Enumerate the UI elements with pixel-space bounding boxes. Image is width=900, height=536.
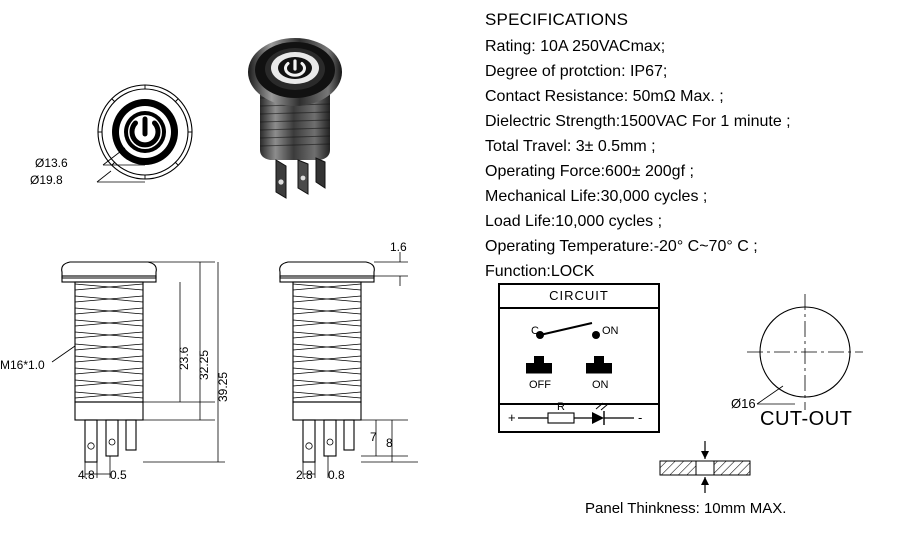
spec-line: Total Travel: 3± 0.5mm ; (485, 138, 656, 155)
cutout-drawing (731, 300, 885, 425)
circuit-plus-sign: + (508, 410, 516, 425)
dim-39-25: 39.25 (216, 371, 230, 402)
specifications-title: SPECIFICATIONS (485, 10, 629, 29)
front-view-dim-outer: Ø19.8 (30, 173, 63, 187)
spec-line: Rating: 10A 250VACmax; (485, 38, 666, 55)
product-photo (232, 22, 422, 212)
dim-0-5: 0.5 (110, 468, 127, 482)
dim-2-8: 2.8 (296, 468, 313, 482)
panel-thickness-drawing (650, 435, 780, 495)
circuit-resistor-label: R (557, 401, 565, 413)
side-view-left (0, 250, 230, 490)
circuit-diagram (498, 283, 660, 433)
cutout-label: CUT-OUT (760, 408, 853, 430)
circuit-terminal-c: C (531, 325, 539, 337)
circuit-terminal-on: ON (602, 325, 619, 337)
spec-line: Operating Force:600± 200gf ; (485, 163, 694, 180)
dim-1-6: 1.6 (390, 240, 407, 254)
spec-line: Operating Temperature:-20° C~70° C ; (485, 238, 758, 255)
circuit-state-on: ON (592, 379, 609, 391)
dim-0-8: 0.8 (328, 468, 345, 482)
thread-label: M16*1.0 (0, 358, 45, 372)
spec-line: Load Life:10,000 cycles ; (485, 213, 663, 230)
circuit-switch-area (500, 309, 658, 405)
dim-32-25: 32.25 (197, 349, 211, 380)
dim-7: 7 (370, 430, 377, 444)
specifications-block (485, 10, 895, 284)
side-view-right (258, 240, 448, 490)
dim-8: 8 (386, 436, 393, 450)
spec-line: Dielectric Strength:1500VAC For 1 minute ; (485, 113, 791, 130)
dim-23-6: 23.6 (177, 346, 191, 370)
spec-line: Degree of protction: IP67; (485, 63, 668, 80)
circuit-led-area (500, 401, 658, 431)
spec-line: Mechanical Life:30,000 cycles ; (485, 188, 708, 205)
circuit-state-off: OFF (529, 379, 551, 391)
spec-line: Function:LOCK (485, 263, 595, 280)
spec-line: Contact Resistance: 50mΩ Max. ; (485, 88, 724, 105)
front-view-dim-inner: Ø13.6 (35, 156, 68, 170)
panel-thickness-note: Panel Thinkness: 10mm MAX. (585, 500, 787, 517)
circuit-title: CIRCUIT (500, 285, 658, 309)
cutout-diameter: Ø16 (731, 396, 756, 411)
circuit-minus-sign: - (638, 410, 643, 425)
dim-4-8: 4.8 (78, 468, 95, 482)
